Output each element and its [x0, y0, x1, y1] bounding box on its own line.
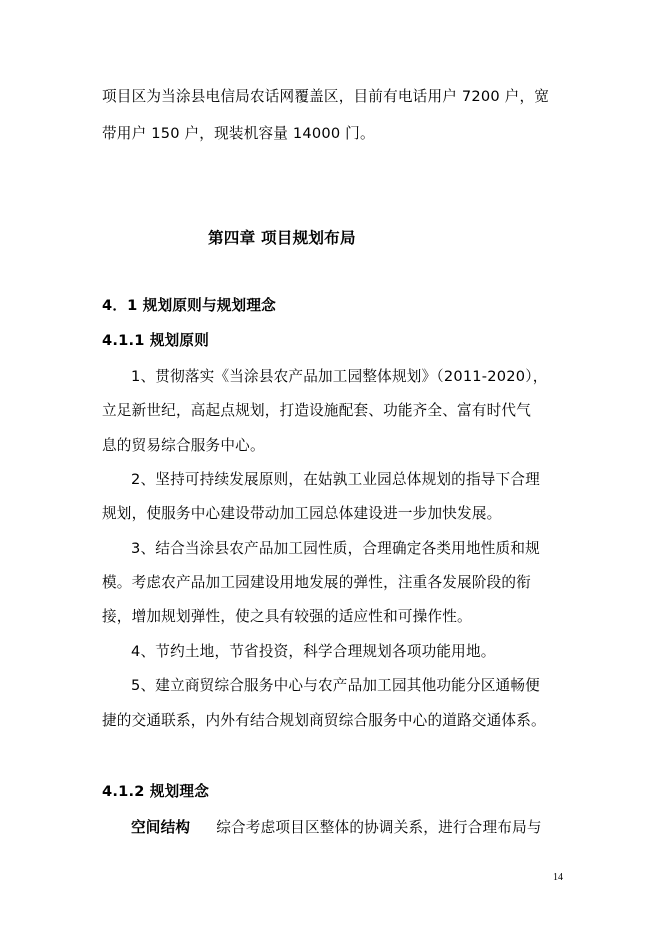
chapter-title: 第四章 项目规划布局: [208, 229, 356, 247]
concept-text: 综合考虑项目区整体的协调关系，进行合理布局与: [216, 819, 542, 836]
principle-3-line-1: 3、结合当涂县农产品加工园性质，合理确定各类用地性质和规: [131, 540, 540, 557]
concept-line: [131, 818, 542, 838]
page-number: 14: [553, 872, 563, 883]
principle-1-line-3: 息的贸易综合服务中心。: [102, 437, 265, 454]
intro-line-2: 带用户 150 户，现装机容量 14000 门。: [102, 125, 375, 142]
section-heading-4-1: 4．1 规划原则与规划理念: [102, 297, 276, 314]
principle-5-line-2: 捷的交通联系，内外有结合规划商贸综合服务中心的道路交通体系。: [102, 712, 546, 729]
principle-3-line-2: 模。考虑农产品加工园建设用地发展的弹性，注重各发展阶段的衔: [102, 574, 532, 591]
principle-1-line-1: 1、贯彻落实《当涂县农产品加工园整体规划》（2011-2020），: [131, 368, 548, 385]
principle-5-line-1: 5、建立商贸综合服务中心与农产品加工园其他功能分区通畅便: [131, 677, 540, 694]
principle-1-line-2: 立足新世纪，高起点规划，打造设施配套、功能齐全、富有时代气: [102, 402, 532, 419]
principle-2-line-1: 2、坚持可持续发展原则，在姑孰工业园总体规划的指导下合理: [131, 471, 540, 488]
principle-2-line-2: 规划，使服务中心建设带动加工园总体建设进一步加快发展。: [102, 505, 502, 522]
principle-4-line-1: 4、节约土地，节省投资，科学合理规划各项功能用地。: [131, 643, 496, 660]
principle-3-line-3: 接，增加规划弹性，使之具有较强的适应性和可操作性。: [102, 608, 472, 625]
section-heading-4-1-1: 4.1.1 规划原则: [102, 332, 210, 349]
concept-label: 空间结构: [131, 819, 191, 836]
intro-line-1: 项目区为当涂县电信局农话网覆盖区，目前有电话用户 7200 户，宽: [102, 88, 550, 105]
section-heading-4-1-2: 4.1.2 规划理念: [102, 783, 210, 800]
